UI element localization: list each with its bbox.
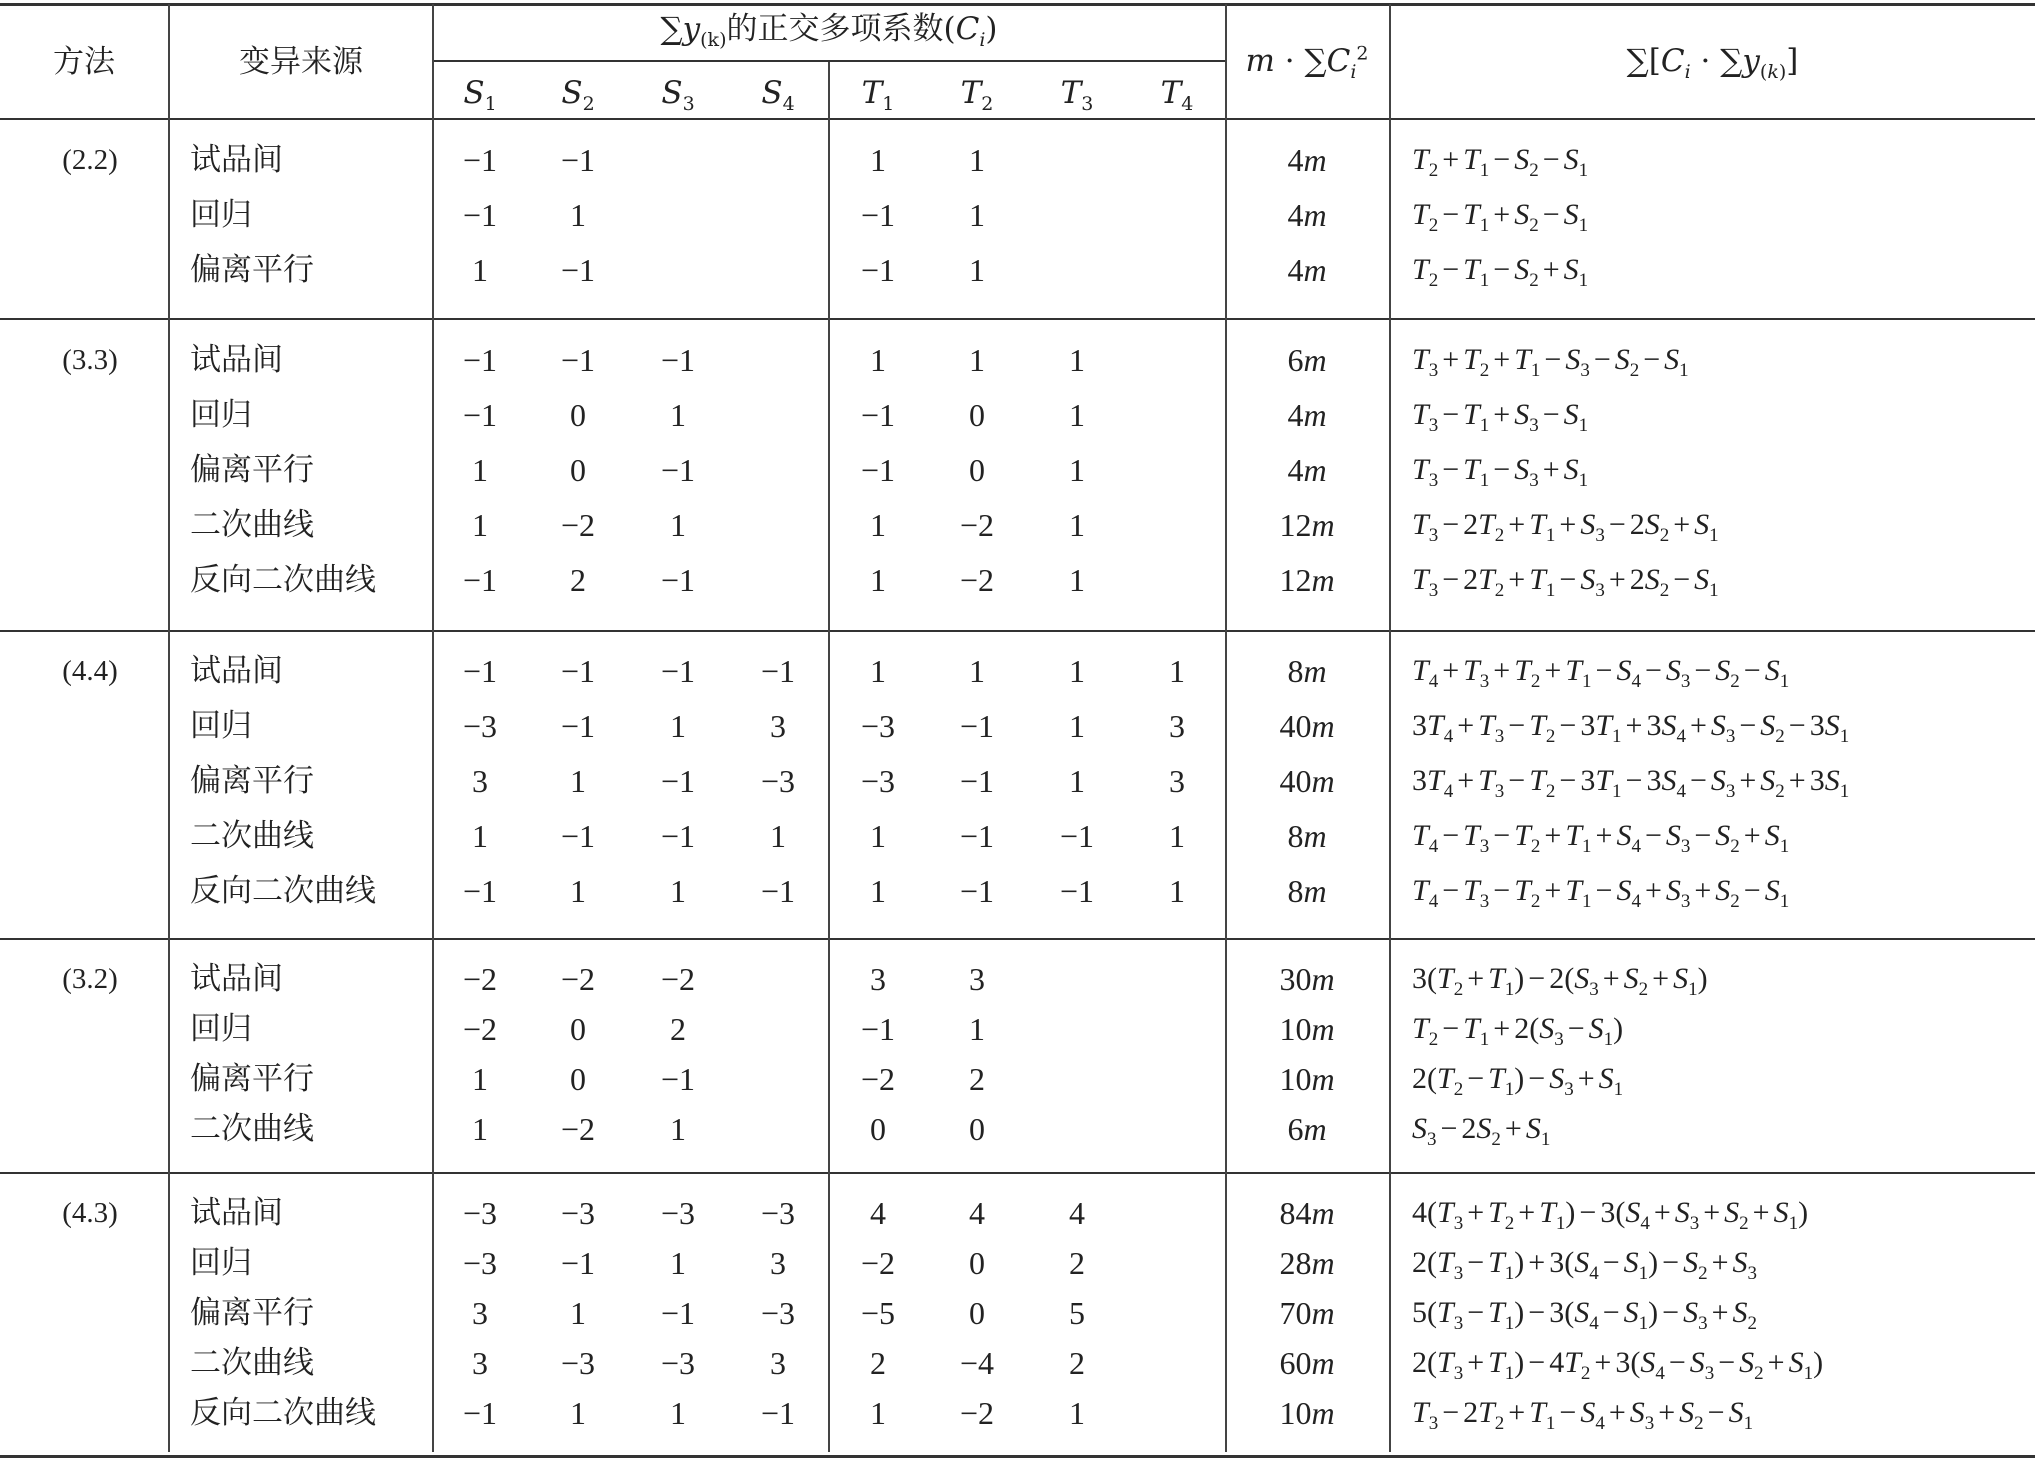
coef-s2: 1 <box>570 1395 586 1431</box>
coef-s3: −1 <box>660 452 696 488</box>
msum-value: 30m <box>1279 961 1335 997</box>
coef-t1: 1 <box>870 507 886 543</box>
coef-t3: 1 <box>1069 397 1085 433</box>
contrast-formula: $2(T_3 + T_1) - 4T_2 + 3(S_4 - S_3 - S_2 + S_1)$ <box>1412 1346 1824 1384</box>
coef-t1: −3 <box>860 763 896 799</box>
coef-s2: 0 <box>570 1061 586 1097</box>
contrast-formula: $S_3 - 2S_2 + S_1$ <box>1412 1112 1551 1150</box>
coef-t2: 1 <box>969 197 985 233</box>
coef-s2: −1 <box>560 252 596 288</box>
coef-t2: −1 <box>959 763 995 799</box>
coef-t2: −1 <box>959 818 995 854</box>
coef-s2: 1 <box>570 873 586 909</box>
contrast-formula: $3T_4 + T_3 - T_2 - 3T_1 + 3S_4 + S_3 - S_2 - 3S_1$ <box>1412 709 1850 747</box>
variation-source: 二次曲线 <box>190 1111 314 1147</box>
horizontal-rule <box>0 3 2035 6</box>
coef-s1: 1 <box>472 252 488 288</box>
coef-group-text: 的正交多项系数( <box>726 11 956 47</box>
variation-source: 回归 <box>190 397 252 433</box>
horizontal-rule <box>0 938 2035 940</box>
coef-s3: −2 <box>660 961 696 997</box>
contrast-formula: $T_4 - T_3 - T_2 + T_1 + S_4 - S_3 - S_2 + S_1$ <box>1412 819 1790 857</box>
variation-source: 偏离平行 <box>190 252 314 288</box>
coef-s4: −1 <box>760 1395 796 1431</box>
contrast-formula: $T_3 - T_1 - S_3 + S_1$ <box>1412 453 1589 491</box>
coef-s2: −1 <box>560 708 596 744</box>
subheader-s2: $S_2$ <box>561 75 595 116</box>
coef-t1: 1 <box>870 1395 886 1431</box>
msum-value: 12m <box>1279 562 1335 598</box>
coef-s2: −1 <box>560 142 596 178</box>
contrast-formula: $T_3 - 2T_2 + T_1 - S_4 + S_3 + S_2 - S_1$ <box>1412 1396 1754 1434</box>
subheader-s3: $S_3$ <box>661 75 695 116</box>
variation-source: 偏离平行 <box>190 763 314 799</box>
variation-source: 试品间 <box>190 1195 283 1231</box>
coef-s2: −3 <box>560 1345 596 1381</box>
coef-t2: 0 <box>969 1111 985 1147</box>
coef-s4: 3 <box>770 1245 786 1281</box>
coef-t4: 1 <box>1169 653 1185 689</box>
coef-s2: 2 <box>570 562 586 598</box>
coef-s2: 1 <box>570 1295 586 1331</box>
coef-t1: 4 <box>870 1195 886 1231</box>
coef-t2: −1 <box>959 708 995 744</box>
coef-s3: −1 <box>660 562 696 598</box>
subheader-s1: $S_1$ <box>463 75 497 116</box>
variation-source: 二次曲线 <box>190 507 314 543</box>
coef-s1: −2 <box>462 1011 498 1047</box>
method-label: (3.2) <box>62 963 118 995</box>
coef-s4: −1 <box>760 653 796 689</box>
coef-t3: 1 <box>1069 708 1085 744</box>
coef-s3: −1 <box>660 1295 696 1331</box>
vertical-rule <box>828 62 830 1452</box>
coef-s2: −2 <box>560 507 596 543</box>
variation-source: 偏离平行 <box>190 1295 314 1331</box>
msum-value: 40m <box>1279 708 1335 744</box>
method-label: (4.4) <box>62 655 118 687</box>
coef-t1: 0 <box>870 1111 886 1147</box>
coef-s1: −1 <box>462 397 498 433</box>
coef-s1: 3 <box>472 1295 488 1331</box>
coef-s3: −1 <box>660 763 696 799</box>
coef-t1: −1 <box>860 1011 896 1047</box>
contrast-formula: $T_2 - T_1 + S_2 - S_1$ <box>1412 198 1589 236</box>
coef-s1: −2 <box>462 961 498 997</box>
variation-source: 回归 <box>190 1011 252 1047</box>
coef-s3: 1 <box>670 1395 686 1431</box>
coef-t2: −4 <box>959 1345 995 1381</box>
msum-value: 4m <box>1287 252 1327 288</box>
header-contrast: $\sum[C_i \cdot \sum y_{(k)}]$ <box>1626 43 1799 84</box>
contrast-formula: $2(T_3 - T_1) + 3(S_4 - S_1) - S_2 + S_3$ <box>1412 1246 1757 1284</box>
header-source: 变异来源 <box>239 44 363 80</box>
msum-value: 60m <box>1279 1345 1335 1381</box>
horizontal-rule <box>0 118 2035 120</box>
coef-s4: 3 <box>770 708 786 744</box>
coef-s3: 1 <box>670 507 686 543</box>
coef-t1: 1 <box>870 142 886 178</box>
contrast-formula: $T_2 + T_1 - S_2 - S_1$ <box>1412 143 1589 181</box>
vertical-rule <box>168 4 170 1452</box>
coef-s2: 0 <box>570 452 586 488</box>
coef-s3: 1 <box>670 708 686 744</box>
coef-s1: −3 <box>462 708 498 744</box>
coef-s1: −1 <box>462 653 498 689</box>
coef-s4: −3 <box>760 1195 796 1231</box>
coef-t2: 2 <box>969 1061 985 1097</box>
variation-source: 二次曲线 <box>190 818 314 854</box>
coef-t3: 1 <box>1069 452 1085 488</box>
coef-t1: −1 <box>860 452 896 488</box>
contrast-formula: $5(T_3 - T_1) - 3(S_4 - S_1) - S_3 + S_2$ <box>1412 1296 1757 1334</box>
ci-subscript: i <box>979 29 986 52</box>
coef-t3: 1 <box>1069 507 1085 543</box>
contrast-formula: $3T_4 + T_3 - T_2 - 3T_1 - 3S_4 - S_3 + S_2 + 3S_1$ <box>1412 764 1850 802</box>
y-symbol: y <box>682 11 701 47</box>
coef-s4: −3 <box>760 763 796 799</box>
msum-value: 4m <box>1287 397 1327 433</box>
header-coef-group <box>434 11 1224 52</box>
coef-t1: 1 <box>870 873 886 909</box>
coef-t1: −2 <box>860 1245 896 1281</box>
vertical-rule <box>432 4 434 1452</box>
coef-s4: −3 <box>760 1295 796 1331</box>
coef-s3: −1 <box>660 653 696 689</box>
coef-t2: −2 <box>959 562 995 598</box>
coef-t1: 1 <box>870 342 886 378</box>
msum-value: 10m <box>1279 1011 1335 1047</box>
contrast-formula: $T_2 - T_1 + 2(S_3 - S_1)$ <box>1412 1012 1624 1050</box>
coef-t2: 1 <box>969 142 985 178</box>
coef-s3: 1 <box>670 1111 686 1147</box>
coef-s3: 2 <box>670 1011 686 1047</box>
variation-source: 试品间 <box>190 342 283 378</box>
variation-source: 试品间 <box>190 142 283 178</box>
coef-s3: −3 <box>660 1195 696 1231</box>
coef-t1: −2 <box>860 1061 896 1097</box>
coef-t4: 3 <box>1169 708 1185 744</box>
variation-source: 偏离平行 <box>190 1061 314 1097</box>
msum-value: 70m <box>1279 1295 1335 1331</box>
variation-source: 二次曲线 <box>190 1345 314 1381</box>
coef-t1: 3 <box>870 961 886 997</box>
coef-t1: −1 <box>860 397 896 433</box>
coef-s2: −1 <box>560 818 596 854</box>
coef-t2: 1 <box>969 1011 985 1047</box>
coef-s3: −1 <box>660 342 696 378</box>
subheader-s4: $S_4$ <box>761 75 795 116</box>
coef-s1: 1 <box>472 507 488 543</box>
coef-s1: 3 <box>472 763 488 799</box>
msum-value: 10m <box>1279 1061 1335 1097</box>
variation-source: 回归 <box>190 708 252 744</box>
coef-t2: −2 <box>959 1395 995 1431</box>
coef-t1: −1 <box>860 252 896 288</box>
coef-s2: −1 <box>560 653 596 689</box>
coef-t2: 1 <box>969 252 985 288</box>
msum-value: 8m <box>1287 873 1327 909</box>
coef-t3: 1 <box>1069 653 1085 689</box>
contrast-formula: $T_4 - T_3 - T_2 + T_1 - S_4 + S_3 + S_2 - S_1$ <box>1412 874 1790 912</box>
k-subscript: (k) <box>700 29 727 52</box>
coef-t1: 1 <box>870 818 886 854</box>
coef-t4: 3 <box>1169 763 1185 799</box>
coef-t3: 2 <box>1069 1245 1085 1281</box>
coef-s1: −1 <box>462 562 498 598</box>
horizontal-rule <box>0 630 2035 632</box>
msum-value: 4m <box>1287 142 1327 178</box>
coef-t2: 0 <box>969 1245 985 1281</box>
header-method: 方法 <box>53 44 115 80</box>
coef-s1: −1 <box>462 1395 498 1431</box>
coef-s2: −1 <box>560 1245 596 1281</box>
coef-t3: 5 <box>1069 1295 1085 1331</box>
coef-s1: −1 <box>462 873 498 909</box>
msum-value: 6m <box>1287 1111 1327 1147</box>
coef-s2: 1 <box>570 197 586 233</box>
coef-s1: −1 <box>462 342 498 378</box>
coef-s4: −1 <box>760 873 796 909</box>
coef-t1: −5 <box>860 1295 896 1331</box>
coef-s1: 1 <box>472 818 488 854</box>
vertical-rule <box>1389 4 1391 1452</box>
coef-s1: −3 <box>462 1245 498 1281</box>
coef-t2: 1 <box>969 653 985 689</box>
vertical-rule <box>1225 4 1227 1452</box>
coef-t2: 0 <box>969 1295 985 1331</box>
coef-s4: 3 <box>770 1345 786 1381</box>
contrast-formula: $3(T_2 + T_1) - 2(S_3 + S_2 + S_1)$ <box>1412 962 1708 1000</box>
coef-s3: 1 <box>670 397 686 433</box>
contrast-formula: $T_3 - 2T_2 + T_1 - S_3 + 2S_2 - S_1$ <box>1412 563 1719 601</box>
msum-value: 8m <box>1287 653 1327 689</box>
coef-t4: 1 <box>1169 818 1185 854</box>
coef-t1: −3 <box>860 708 896 744</box>
coef-t3: 4 <box>1069 1195 1085 1231</box>
coef-t3: 1 <box>1069 763 1085 799</box>
msum-value: 84m <box>1279 1195 1335 1231</box>
header-msum: $m \cdot \sum C_i^2$ <box>1245 42 1369 84</box>
subheader-t4: $T_4$ <box>1160 75 1194 116</box>
coef-s2: −3 <box>560 1195 596 1231</box>
coef-s2: 0 <box>570 397 586 433</box>
coef-t3: 1 <box>1069 342 1085 378</box>
coef-s1: −1 <box>462 197 498 233</box>
contrast-formula: $2(T_2 - T_1) - S_3 + S_1$ <box>1412 1062 1624 1100</box>
coef-t3: −1 <box>1059 818 1095 854</box>
coef-s3: −3 <box>660 1345 696 1381</box>
subheader-t3: $T_3$ <box>1060 75 1094 116</box>
coef-s1: 3 <box>472 1345 488 1381</box>
coef-s1: −3 <box>462 1195 498 1231</box>
coef-s3: −1 <box>660 1061 696 1097</box>
coef-t2: 0 <box>969 397 985 433</box>
variation-source: 反向二次曲线 <box>190 873 376 909</box>
variation-source: 试品间 <box>190 961 283 997</box>
coef-s3: −1 <box>660 818 696 854</box>
coef-s2: 1 <box>570 763 586 799</box>
sum-symbol: ∑ <box>660 11 683 47</box>
coef-s1: 1 <box>472 452 488 488</box>
msum-value: 8m <box>1287 818 1327 854</box>
coef-t2: −2 <box>959 507 995 543</box>
subheader-t2: $T_2$ <box>960 75 994 116</box>
horizontal-rule <box>0 1455 2035 1458</box>
coef-t2: 0 <box>969 452 985 488</box>
coef-t4: 1 <box>1169 873 1185 909</box>
subheader-t1: $T_1$ <box>861 75 895 116</box>
variation-source: 回归 <box>190 197 252 233</box>
coef-t3: 1 <box>1069 1395 1085 1431</box>
variation-source: 试品间 <box>190 653 283 689</box>
coef-s4: 1 <box>770 818 786 854</box>
coef-group-close: ) <box>985 11 998 47</box>
coef-t1: −1 <box>860 197 896 233</box>
coef-t3: −1 <box>1059 873 1095 909</box>
coef-t2: −1 <box>959 873 995 909</box>
coef-s2: −2 <box>560 1111 596 1147</box>
msum-value: 6m <box>1287 342 1327 378</box>
msum-value: 4m <box>1287 452 1327 488</box>
coef-s2: −2 <box>560 961 596 997</box>
coef-t2: 4 <box>969 1195 985 1231</box>
contrast-formula: $T_3 + T_2 + T_1 - S_3 - S_2 - S_1$ <box>1412 343 1689 381</box>
contrast-formula: $T_3 - T_1 + S_3 - S_1$ <box>1412 398 1589 436</box>
coef-s2: 0 <box>570 1011 586 1047</box>
msum-value: 28m <box>1279 1245 1335 1281</box>
variation-source: 偏离平行 <box>190 452 314 488</box>
coef-t2: 1 <box>969 342 985 378</box>
variation-source: 回归 <box>190 1245 252 1281</box>
coef-t1: 2 <box>870 1345 886 1381</box>
msum-value: 12m <box>1279 507 1335 543</box>
contrast-formula: $T_2 - T_1 - S_2 + S_1$ <box>1412 253 1589 291</box>
coef-s1: −1 <box>462 142 498 178</box>
coef-s3: 1 <box>670 1245 686 1281</box>
horizontal-rule <box>0 318 2035 320</box>
coef-t1: 1 <box>870 562 886 598</box>
coef-t1: 1 <box>870 653 886 689</box>
msum-value: 10m <box>1279 1395 1335 1431</box>
contrast-formula: $4(T_3 + T_2 + T_1) - 3(S_4 + S_3 + S_2 + S_1)$ <box>1412 1196 1809 1234</box>
coef-s1: 1 <box>472 1061 488 1097</box>
horizontal-rule <box>0 1172 2035 1174</box>
msum-value: 4m <box>1287 197 1327 233</box>
variation-source: 反向二次曲线 <box>190 562 376 598</box>
coef-t3: 1 <box>1069 562 1085 598</box>
coef-t2: 3 <box>969 961 985 997</box>
coef-s2: −1 <box>560 342 596 378</box>
msum-value: 40m <box>1279 763 1335 799</box>
coef-t3: 2 <box>1069 1345 1085 1381</box>
method-label: (2.2) <box>62 144 118 176</box>
coef-s3: 1 <box>670 873 686 909</box>
contrast-formula: $T_4 + T_3 + T_2 + T_1 - S_4 - S_3 - S_2 - S_1$ <box>1412 654 1790 692</box>
ci-symbol: C <box>955 11 980 47</box>
contrast-formula: $T_3 - 2T_2 + T_1 + S_3 - 2S_2 + S_1$ <box>1412 508 1719 546</box>
variation-source: 反向二次曲线 <box>190 1395 376 1431</box>
method-label: (3.3) <box>62 344 118 376</box>
method-label: (4.3) <box>62 1197 118 1229</box>
coef-s1: 1 <box>472 1111 488 1147</box>
